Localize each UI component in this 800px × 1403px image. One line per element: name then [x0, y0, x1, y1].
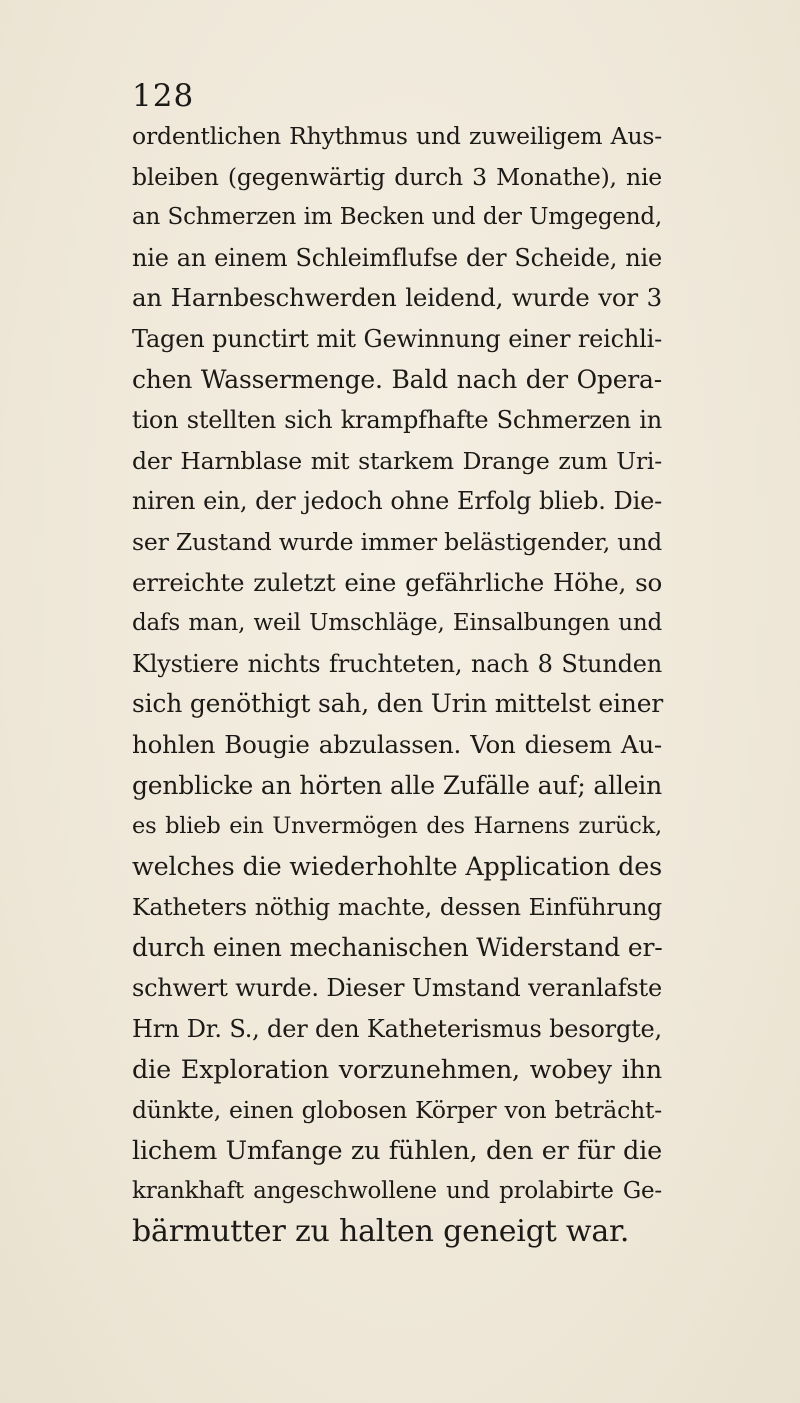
text-line: Tagen punctirt mit Gewinnung einer reichli-: [132, 324, 662, 353]
text-line: bleiben (gegenwärtig durch 3 Monathe), nie: [132, 162, 662, 191]
text-line: an Harnbeschwerden leidend, wurde vor 3: [132, 283, 662, 313]
text-line: an Schmerzen im Becken und der Umgegend,: [132, 204, 662, 231]
text-line: welches die wiederhohlte Application des: [132, 851, 662, 882]
text-line: krankhaft angeschwollene und prolabirte Ge-: [132, 1178, 662, 1205]
text-line: lichem Umfange zu fühlen, den er für die: [132, 1135, 662, 1166]
page-number: 128: [132, 78, 195, 114]
text-line: nie an einem Schleimflufse der Scheide, nie: [132, 243, 662, 272]
text-line: tion stellten sich krampfhafte Schmerzen in: [132, 406, 662, 435]
text-line: es blieb ein Unvermögen des Harnens zurück,: [132, 813, 662, 840]
text-line: erreichte zuletzt eine gefährliche Höhe, so: [132, 567, 662, 597]
text-line: ordentlichen Rhythmus und zuweiligem Aus-: [132, 122, 662, 150]
text-line: ser Zustand wurde immer belästigender, und: [132, 527, 662, 556]
text-line: der Harnblase mit starkem Drange zum Uri-: [132, 446, 662, 475]
text-line: Hrn Dr. S., der den Katheterismus besorgte,: [132, 1015, 662, 1044]
text-line: durch einen mechanischen Widerstand er-: [132, 932, 663, 962]
text-line: die Exploration vorzunehmen, wobey ihn: [132, 1054, 662, 1085]
text-line: Katheters nöthig machte, dessen Einführung: [132, 893, 662, 922]
text-line: bärmutter zu halten geneigt war.: [132, 1214, 630, 1250]
text-line: Klystiere nichts fruchteten, nach 8 Stunden: [132, 649, 662, 678]
text-line: genblicke an hörten alle Zufälle auf; allein: [132, 770, 662, 800]
text-line: dafs man, weil Umschläge, Einsalbungen und: [132, 610, 662, 637]
text-line: dünkte, einen globosen Körper von beträcht-: [132, 1096, 662, 1125]
text-line: schwert wurde. Dieser Umstand veranlafste: [132, 974, 662, 1003]
text-line: niren ein, der jedoch ohne Erfolg blieb. Die-: [132, 487, 662, 516]
text-line: hohlen Bougie abzulassen. Von diesem Au-: [132, 729, 662, 759]
text-line: sich genöthigt sah, den Urin mittelst einer: [132, 689, 664, 719]
body-text: [132, 116, 662, 1253]
text-line: chen Wassermenge. Bald nach der Opera-: [132, 364, 662, 394]
